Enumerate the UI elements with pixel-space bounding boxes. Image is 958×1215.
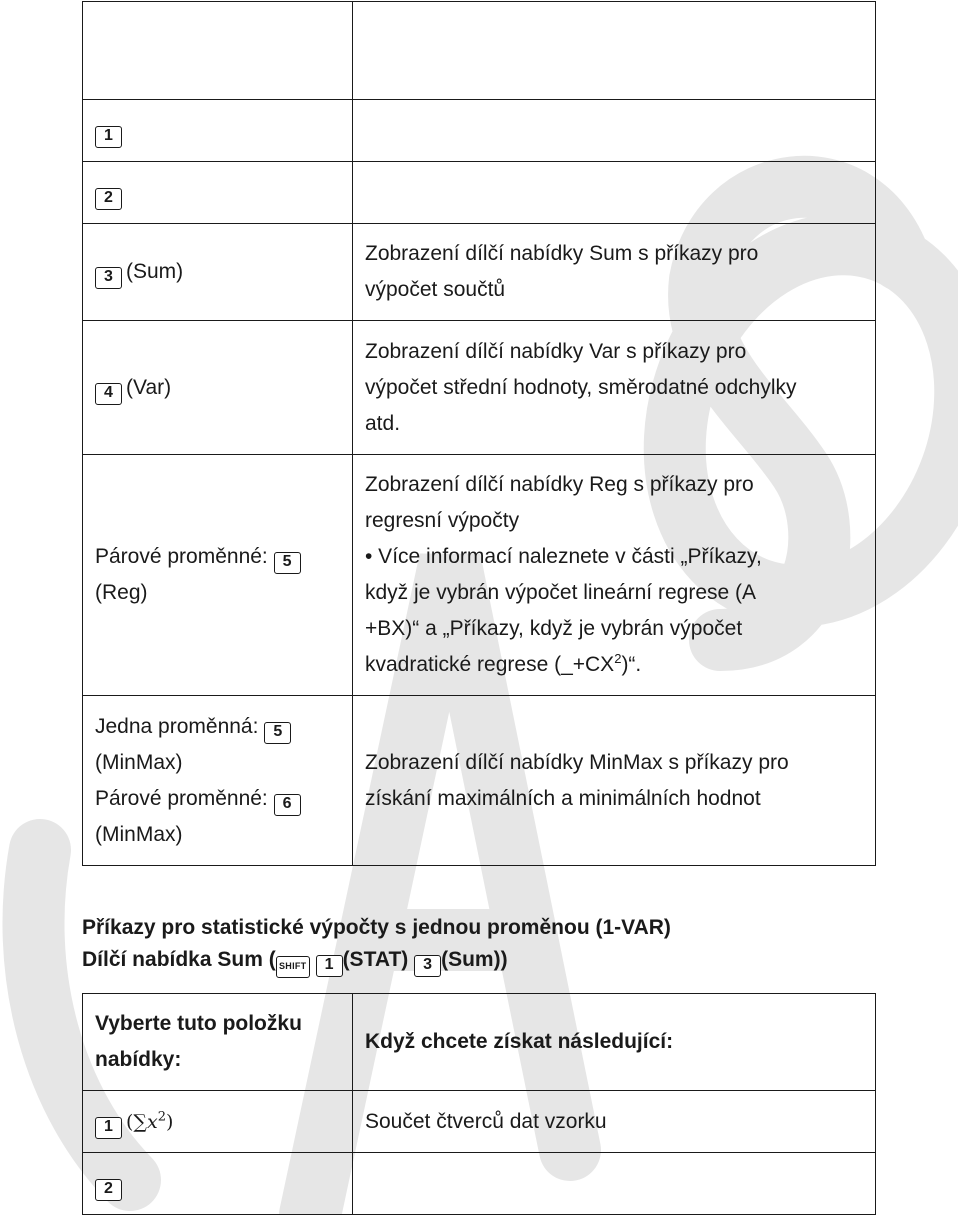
table-header-cell: Vyberte tuto položku nabídky: (83, 994, 353, 1091)
menu-item-prefix: Párové proměnné: (95, 786, 268, 810)
description-line: Zobrazení dílčí nabídky Var s příkazy pro (365, 339, 747, 363)
menu-item-label: (MinMax) (95, 750, 183, 774)
table-cell (353, 2, 876, 100)
description-line: získání maximálních a minimálních hodnot (365, 786, 761, 810)
key-1-icon: 1 (316, 955, 343, 977)
menu-item-label: (MinMax) (95, 822, 183, 846)
key-6-icon: 6 (274, 794, 301, 816)
sum-x-squared-symbol: $(\sum x^2)$ (126, 1109, 174, 1133)
key-1-icon: 1 (95, 1117, 122, 1139)
description-line: • Více informací naleznete v části „Příkazy, (365, 545, 762, 568)
section-heading: Příkazy pro statistické výpočty s jednou proměnou (1-VAR) (82, 916, 671, 939)
table-cell (83, 100, 353, 162)
table-cell (83, 455, 353, 696)
table-cell (353, 696, 876, 866)
shift-key-icon: SHIFT (276, 956, 310, 978)
key-3-icon: 3 (414, 955, 441, 977)
key-1-icon: 1 (95, 126, 122, 148)
table-row (83, 224, 876, 321)
table-row (83, 100, 876, 162)
description-line: +BX)“ a „Příkazy, když je vybrán výpočet (365, 617, 743, 640)
menu-items-table (82, 1, 876, 866)
table-cell (353, 100, 876, 162)
description-line: výpočet střední hodnoty, směrodatné odchylky (365, 375, 797, 399)
table-cell (83, 1091, 353, 1153)
table-cell (353, 321, 876, 455)
key-2-icon: 2 (95, 188, 122, 210)
table-row (83, 2, 876, 100)
table-cell: Součet čtverců dat vzorku (353, 1091, 876, 1153)
table-cell (83, 162, 353, 224)
menu-item-prefix: Jedna proměnná: (95, 714, 259, 738)
table-cell (83, 696, 353, 866)
table-row (83, 321, 876, 455)
table-row (83, 696, 876, 866)
description-line: regresní výpočty (365, 509, 520, 532)
menu-item-label: (Var) (126, 375, 172, 399)
description-line: atd. (365, 411, 401, 435)
key-2-icon: 2 (95, 1179, 122, 1201)
menu-item-prefix: Párové proměnné: (95, 545, 268, 568)
table-cell (353, 224, 876, 321)
key-3-icon: 3 (95, 267, 122, 289)
description-line: Zobrazení dílčí nabídky Reg s příkazy pro (365, 473, 754, 496)
table-row (83, 1091, 876, 1153)
table-row (83, 162, 876, 224)
table-cell (353, 162, 876, 224)
description-line: výpočet součtů (365, 278, 506, 301)
table-row (83, 455, 876, 696)
description-line: když je vybrán výpočet lineární regrese (A (365, 581, 757, 604)
table-cell (353, 455, 876, 696)
menu-item-label: (Reg) (95, 581, 148, 604)
menu-item-label: (Sum) (126, 260, 184, 283)
sum-submenu-table (82, 993, 876, 1215)
table-header-row (83, 994, 876, 1091)
table-cell (83, 1153, 353, 1215)
key-5-icon: 5 (264, 722, 291, 744)
table-row (83, 1153, 876, 1215)
key-5-icon: 5 (274, 552, 301, 574)
table-cell (83, 224, 353, 321)
table-header-cell: Když chcete získat následující: (353, 994, 876, 1091)
table-cell (353, 1153, 876, 1215)
description-line: kvadratické regrese $(\_+CX^2)“$. (365, 651, 642, 676)
key-4-icon: 4 (95, 383, 122, 405)
description-line: Zobrazení dílčí nabídky MinMax s příkazy pro (365, 750, 789, 774)
section-subheading: Dílčí nabídka Sum ( SHIFT 1 (STAT) 3 (Sum)) (82, 944, 508, 978)
description-line: Zobrazení dílčí nabídky Sum s příkazy pro (365, 242, 759, 265)
table-cell (83, 321, 353, 455)
table-cell (83, 2, 353, 100)
